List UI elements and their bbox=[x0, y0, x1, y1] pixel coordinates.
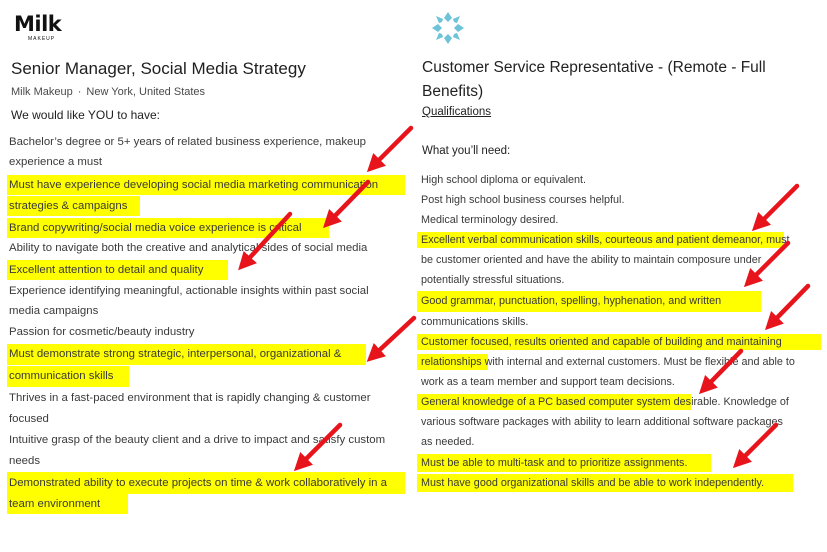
requirement-line-highlighted: communication skills bbox=[7, 366, 129, 387]
requirement-line-partial-highlight: General knowledge of a PC based computer system desirable. Knowledge of bbox=[417, 394, 821, 410]
requirement-line-partial-highlight: relationships with internal and external customers. Must be flexible and able to bbox=[417, 354, 821, 370]
company-name[interactable]: Milk Makeup bbox=[11, 86, 73, 98]
job-title[interactable] bbox=[422, 56, 817, 104]
qualifications-link[interactable]: Qualifications bbox=[422, 106, 492, 118]
requirement-line-highlighted: Must be able to multi-task and to prioritize assignments. bbox=[417, 454, 711, 472]
requirement-line-highlighted: Must have experience developing social media marketing communication bbox=[7, 175, 405, 195]
requirement-line: be customer oriented and have the ability to maintain composure under bbox=[421, 254, 762, 266]
requirement-line: Bachelor’s degree or 5+ years of related business experience, makeup bbox=[9, 136, 367, 148]
job-title-line: Customer Service Representative - (Remote - Full bbox=[422, 59, 766, 76]
requirement-line: Passion for cosmetic/beauty industry bbox=[9, 326, 195, 338]
requirement-line-highlighted: Must demonstrate strong strategic, interpersonal, organizational & bbox=[7, 344, 366, 365]
requirement-line: communications skills. bbox=[421, 316, 529, 328]
requirement-line-highlighted: Excellent verbal communication skills, courteous and patient demeanor, must bbox=[417, 232, 821, 248]
requirement-line: work as a team member and support team decisions. bbox=[421, 376, 675, 388]
requirement-line: Experience identifying meaningful, actionable insights within past social bbox=[9, 285, 369, 297]
requirement-line-highlighted: Demonstrated ability to execute projects on time & work collaboratively in a bbox=[7, 472, 405, 494]
requirement-line: Medical terminology desired. bbox=[421, 214, 559, 226]
requirement-line: needs bbox=[9, 455, 41, 467]
requirement-line: Post high school business courses helpful. bbox=[421, 194, 625, 206]
requirement-line-highlighted: Must have good organizational skills and be able to work independently. bbox=[417, 474, 793, 492]
job-title[interactable]: Senior Manager, Social Media Strategy bbox=[11, 59, 306, 78]
requirement-line: Thrives in a fast-paced environment that is rapidly changing & customer bbox=[9, 392, 371, 404]
requirement-line: High school diploma or equivalent. bbox=[421, 174, 587, 186]
requirement-line: various software packages with ability to learn additional software packages bbox=[421, 416, 783, 428]
requirements-heading: What you’ll need: bbox=[422, 145, 511, 157]
requirement-line-highlighted: Brand copywriting/social media voice experience is critical bbox=[7, 218, 329, 238]
job-meta bbox=[11, 86, 205, 98]
company-snowflake-logo bbox=[430, 10, 466, 46]
requirement-line: potentially stressful situations. bbox=[421, 274, 565, 286]
requirement-line-highlighted: Good grammar, punctuation, spelling, hyphenation, and written bbox=[417, 291, 761, 312]
requirement-line: focused bbox=[9, 413, 49, 425]
job-location: New York, United States bbox=[86, 86, 206, 98]
requirement-line: Ability to navigate both the creative and analytical sides of social media bbox=[9, 242, 368, 254]
requirement-line-highlighted: Excellent attention to detail and quality bbox=[7, 260, 228, 280]
left-job-posting bbox=[0, 0, 412, 552]
separator-dot: · bbox=[77, 86, 82, 98]
requirement-line: Intuitive grasp of the beauty client and a drive to impact and satisfy custom bbox=[9, 434, 386, 446]
job-title-line: Benefits) bbox=[422, 83, 484, 100]
milk-makeup-logo: Milk bbox=[14, 12, 62, 36]
milk-makeup-logo-sub: MAKEUP bbox=[28, 36, 56, 42]
requirements-heading: We would like YOU to have: bbox=[11, 108, 160, 122]
requirement-line-highlighted: team environment bbox=[7, 494, 128, 514]
requirement-line-highlighted: strategies & campaigns bbox=[7, 196, 140, 216]
requirement-line: as needed. bbox=[421, 436, 475, 448]
requirement-line-highlighted: Customer focused, results oriented and capable of building and maintaining bbox=[417, 334, 821, 350]
requirement-line: experience a must bbox=[9, 156, 103, 168]
right-job-posting bbox=[412, 0, 827, 552]
requirement-line: media campaigns bbox=[9, 305, 99, 317]
